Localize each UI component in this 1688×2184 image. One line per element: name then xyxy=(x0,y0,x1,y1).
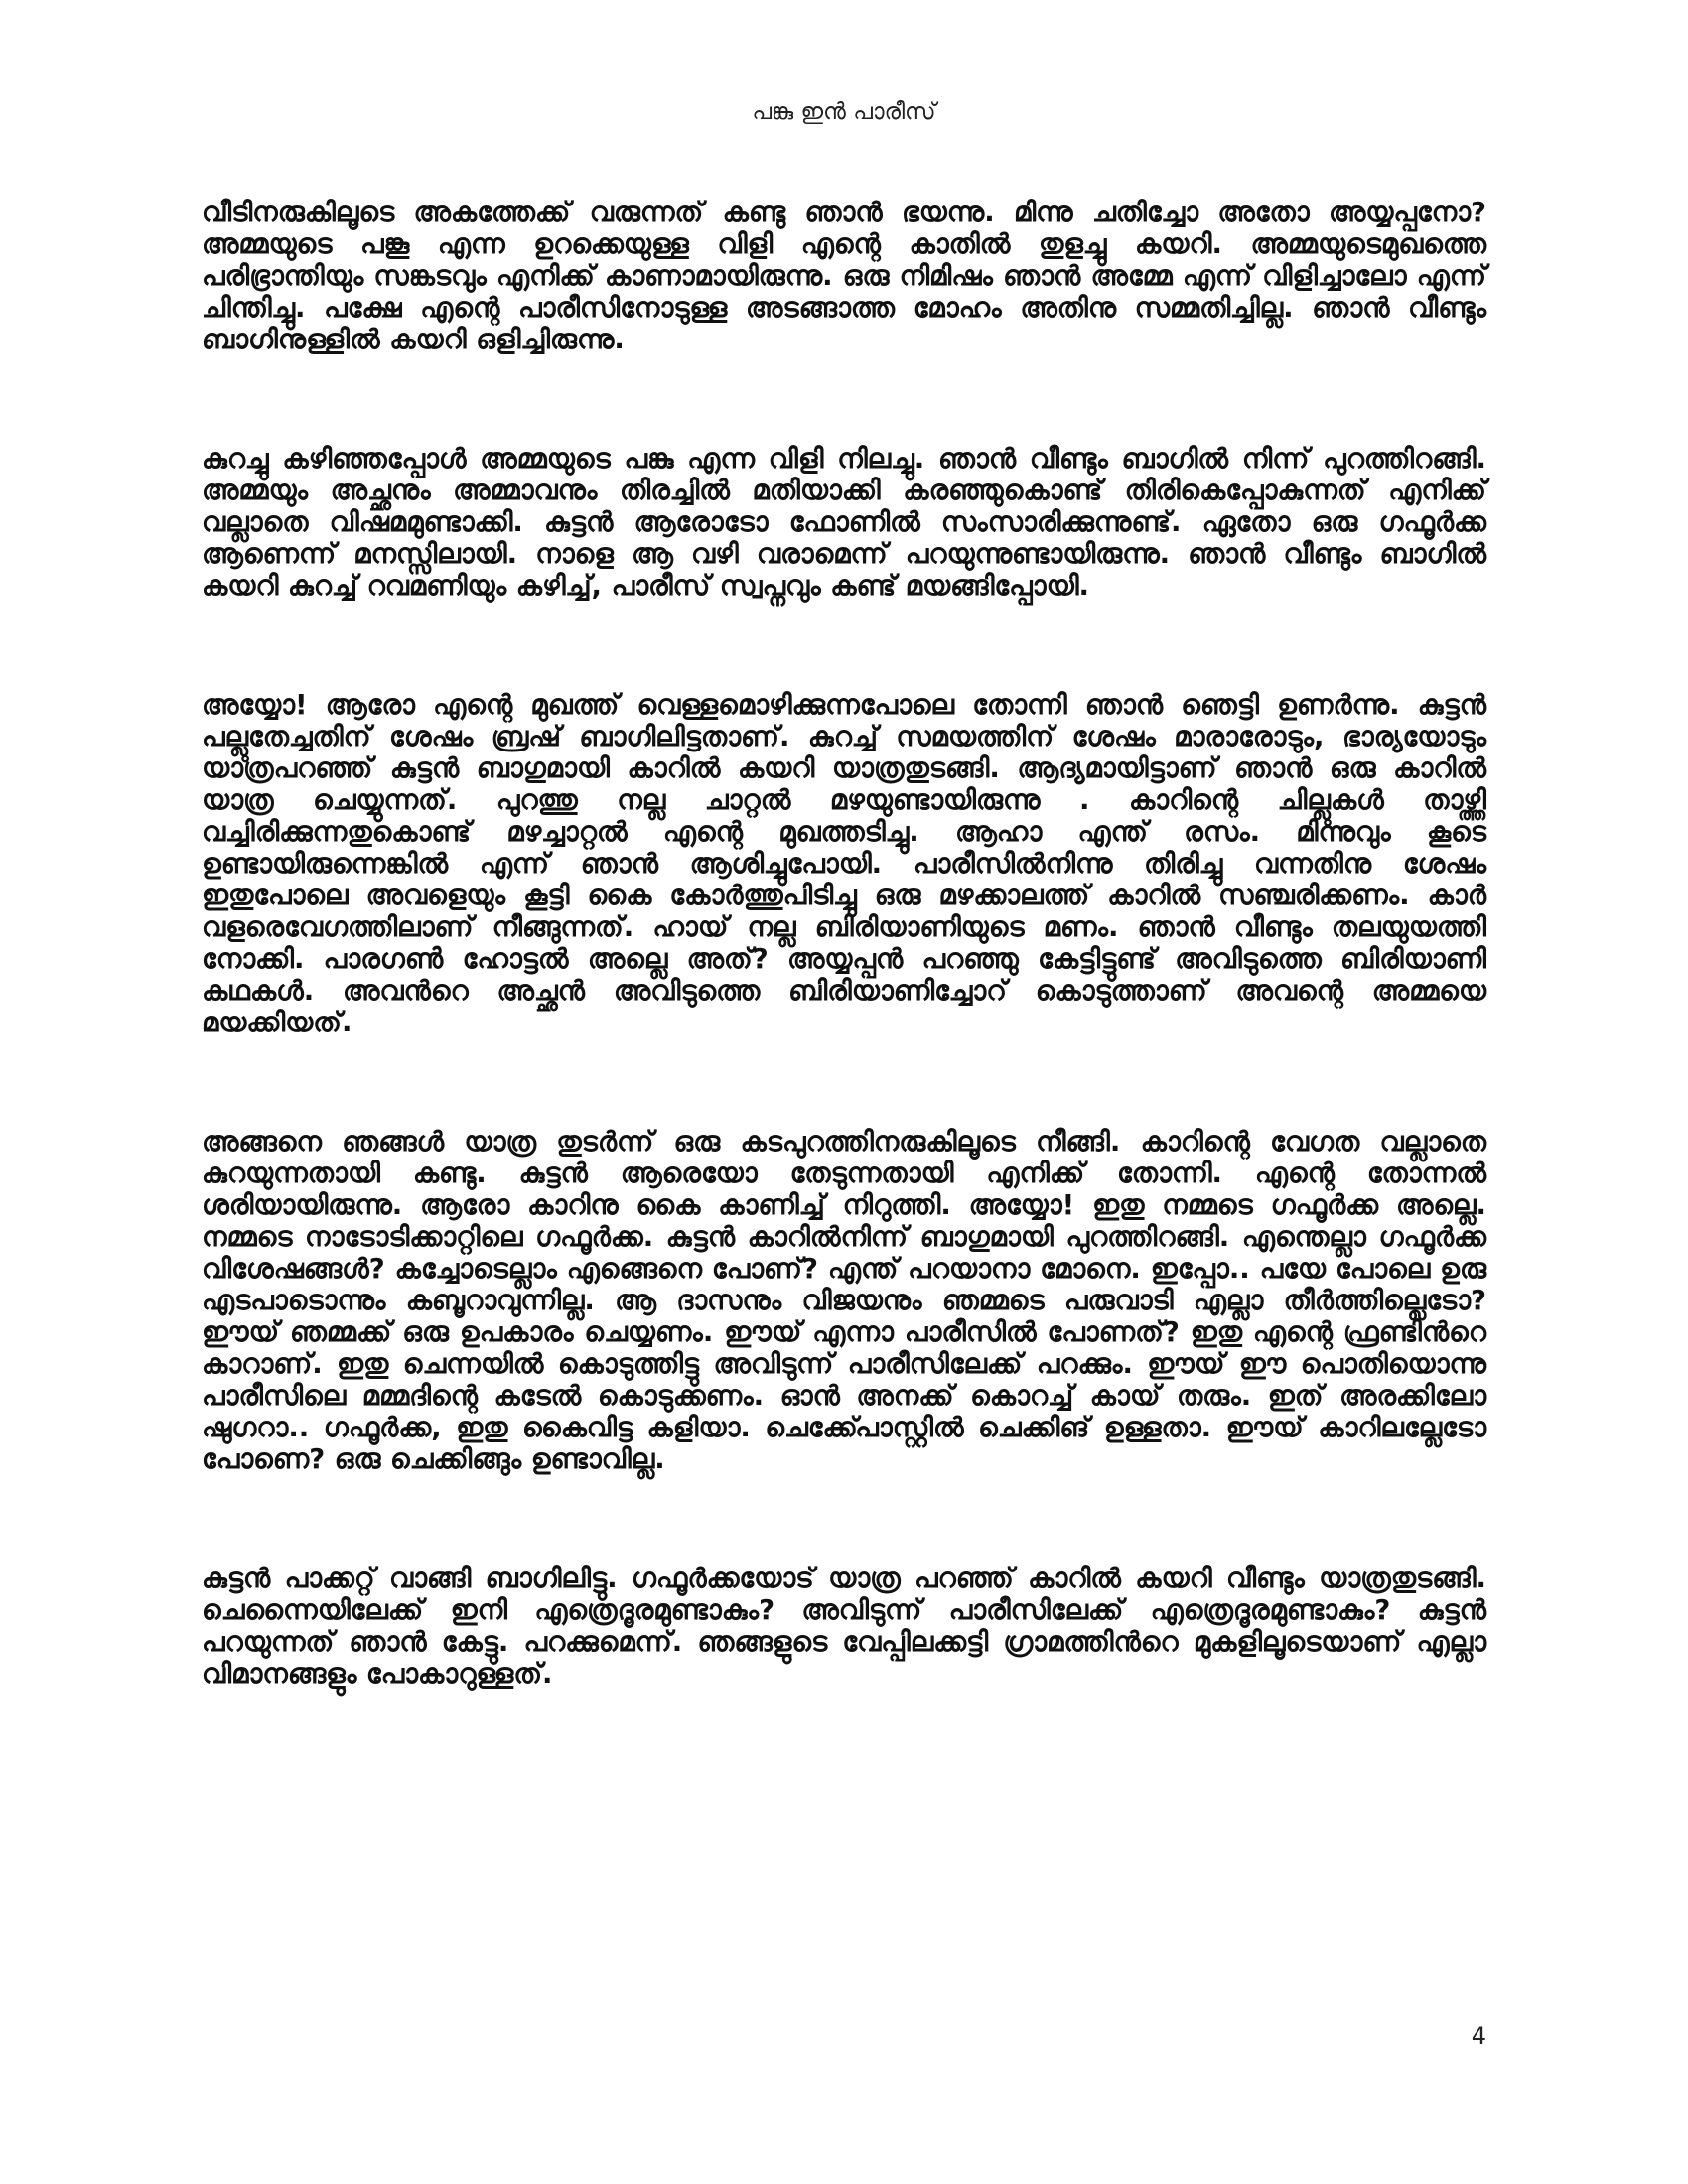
paragraph: അങ്ങനെ ഞങ്ങൾ യാത്ര തുടർന്ന് ഒരു കടപുറത്തിനരുകിലൂടെ നീങ്ങി. കാറിന്റെ വേഗത വല്ലാതെ കുറയുന്നതായി കണ്ടു. കുട്ടൻ ആരെയോ തേടുന്നതായി എനിക്ക് തോന്നി. എന്റെ തോന്നൽ ശരിയായിരുന്നു. ആരോ കാറിനു കൈ കാണിച്ച് നിറുത്തി. അയ്യോ! ഇതു നമ്മടെ ഗഫൂർക്ക അല്ലെ. നമ്മടെ നാടോടിക്കാറ്റിലെ ഗഫൂർക്ക. കുട്ടൻ കാറിൽനിന്ന് ബാഗുമായി പുറത്തിറങ്ങി. എന്തെല്ലാ ഗഫൂർക്ക വിശേഷങ്ങൾ? കച്ചോടെല്ലാം എങ്ങെനെ പോണ്? എന്ത് പറയാനാ മോനെ. ഇപ്പോ.. പയേ പോലെ ഉരു എടപാടൊന്നും കബൂറാവുന്നില്ല. ആ ദാസനും വിജയനും ഞമ്മടെ പരുവാടി എല്ലാ തീർത്തില്ലെടോ? ഈയ് ഞമ്മക്ക് ഒരു ഉപകാരം ചെയ്യണം. ഈയ് എന്നാ പാരീസിൽ പോണത്? ഇതു എന്റെ ഫ്രണ്ടിൻറെ കാറാണ്. ഇതു ചെന്നയിൽ കൊടുത്തിട്ടു അവിടുന്ന് പാരീസിലേക്ക് പറക്കും. ഈയ് ഈ പൊതിയൊന്നു പാരീസിലെ മമ്മദിന്റെ കടേൽ കൊടുക്കണം. ഓൻ അനക്ക് കൊറച്ച് കായ് തരും. ഇത് അരക്കിലോ ഷുഗറാ.. ഗഫൂർക്ക, ഇതു കൈവിട്ട കളിയാ. ചെക്ക്പോസ്റ്റിൽ ചെക്കിങ് ഉള്ളതാ. ഈയ് കാറിലല്ലേടോ പോണെ? ഒരു ചെക്കിങ്ങും ഉണ്ടാവില്ല. xyxy=(202,1126,1486,1475)
body-text xyxy=(202,197,1486,1690)
paragraph: അയ്യോ! ആരോ എന്റെ മുഖത്ത് വെള്ളമൊഴിക്കുന്നപോലെ തോന്നി ഞാൻ ഞെട്ടി ഉണർന്നു. കുട്ടൻ പല്ലുതേച്ചതിന് ശേഷം ബ്രഷ് ബാഗിലിട്ടതാണ്. കുറച്ച് സമയത്തിന് ശേഷം മാരാരോടും, ഭാര്യയോടും യാത്രപറഞ്ഞ് കുട്ടൻ ബാഗുമായി കാറിൽ കയറി യാത്രതുടങ്ങി. ആദ്യമായിട്ടാണ് ഞാൻ ഒരു കാറിൽ യാത്ര ചെയ്യുന്നത്. പുറത്തു നല്ല ചാറ്റൽ മഴയുണ്ടായിരുന്നു . കാറിന്റെ ചില്ലുകൾ താഴ്ത്തി വച്ചിരിക്കുന്നതുകൊണ്ട് മഴച്ചാറ്റൽ എന്റെ മുഖത്തടിച്ചു. ആഹാ എന്ത് രസം. മിന്നുവും കൂടെ ഉണ്ടായിരുന്നെങ്കിൽ എന്ന് ഞാൻ ആശിച്ചുപോയി. പാരീസിൽനിന്നു തിരിച്ചു വന്നതിനു ശേഷം ഇതുപോലെ അവളെയും കൂട്ടി കൈ കോർത്തുപിടിച്ചു ഒരു മഴക്കാലത്ത് കാറിൽ സഞ്ചരിക്കണം. കാർ വളരെവേഗത്തിലാണ് നീങ്ങുന്നത്. ഹായ് നല്ല ബിരിയാണിയുടെ മണം. ഞാൻ വീണ്ടും തലയുയത്തി നോക്കി. പാരഗൺ ഹോട്ടൽ അല്ലെ അത്? അയ്യപ്പൻ പറഞ്ഞു കേട്ടിട്ടുണ്ട് അവിടുത്തെ ബിരിയാണി കഥകൾ. അവൻറെ അച്ഛൻ അവിടുത്തെ ബിരിയാണിച്ചോറ് കൊടുത്താണ് അവന്റെ അമ്മയെ മയക്കിയത്. xyxy=(202,689,1486,1038)
running-header: പങ്കു ഇൻ പാരീസ് xyxy=(752,99,936,125)
paragraph: കുറച്ചു കഴിഞ്ഞപ്പോൾ അമ്മയുടെ പങ്കു എന്ന വിളി നിലച്ചു. ഞാൻ വീണ്ടും ബാഗിൽ നിന്ന് പുറത്തിറങ്ങി. അമ്മയും അച്ഛനും അമ്മാവനും തിരച്ചിൽ മതിയാക്കി കരഞ്ഞുകൊണ്ട് തിരികെപ്പോകുന്നത് എനിക്ക് വല്ലാതെ വിഷമമുണ്ടാക്കി. കുട്ടൻ ആരോടോ ഫോണിൽ സംസാരിക്കുന്നുണ്ട്. ഏതോ ഒരു ഗഫൂർക്ക ആണെന്ന് മനസ്സിലായി. നാളെ ആ വഴി വരാമെന്ന് പറയുന്നുണ്ടായിരുന്നു. ഞാൻ വീണ്ടും ബാഗിൽ കയറി കുറച്ച് റവമണിയും കഴിച്ച്, പാരീസ് സ്വപ്നവും കണ്ട് മയങ്ങിപ്പോയി. xyxy=(202,443,1486,602)
paragraph: കുട്ടൻ പാക്കറ്റ് വാങ്ങി ബാഗിലിട്ടു. ഗഫൂർക്കയോട് യാത്ര പറഞ്ഞ് കാറിൽ കയറി വീണ്ടും യാത്രതുടങ്ങി. ചെന്നൈയിലേക്ക് ഇനി എത്രെദൂരമുണ്ടാകും? അവിടുന്ന് പാരീസിലേക്ക് എത്രെദൂരമുണ്ടാകും? കുട്ടൻ പറയുന്നത് ഞാൻ കേട്ടു. പറക്കുമെന്ന്. ഞങ്ങളുടെ വേപ്പിലക്കട്ടി ഗ്രാമത്തിൻറെ മുകളിലൂടെയാണ് എല്ലാ വിമാനങ്ങളും പോകാറുള്ളത്. xyxy=(202,1563,1486,1690)
page-number: 4 xyxy=(1471,2022,1486,2050)
paragraph: വീടിനരുകിലൂടെ അകത്തേക്ക് വരുന്നത് കണ്ടു ഞാൻ ഭയന്നു. മിന്നു ചതിച്ചോ അതോ അയ്യപ്പനോ? അമ്മയുടെ പങ്കൂ എന്ന ഉറക്കെയുള്ള വിളി എന്റെ കാതിൽ തുളച്ചു കയറി. അമ്മയുടെമുഖത്തെ പരിഭ്രാന്തിയും സങ്കടവും എനിക്ക് കാണാമായിരുന്നു. ഒരു നിമിഷം ഞാൻ അമ്മേ എന്ന് വിളിച്ചാലോ എന്ന് ചിന്തിച്ചു. പക്ഷേ എന്റെ പാരീസിനോടുള്ള അടങ്ങാത്ത മോഹം അതിനു സമ്മതിച്ചില്ല. ഞാൻ വീണ്ടും ബാഗിനുള്ളിൽ കയറി ഒളിച്ചിരുന്നു. xyxy=(202,197,1486,355)
